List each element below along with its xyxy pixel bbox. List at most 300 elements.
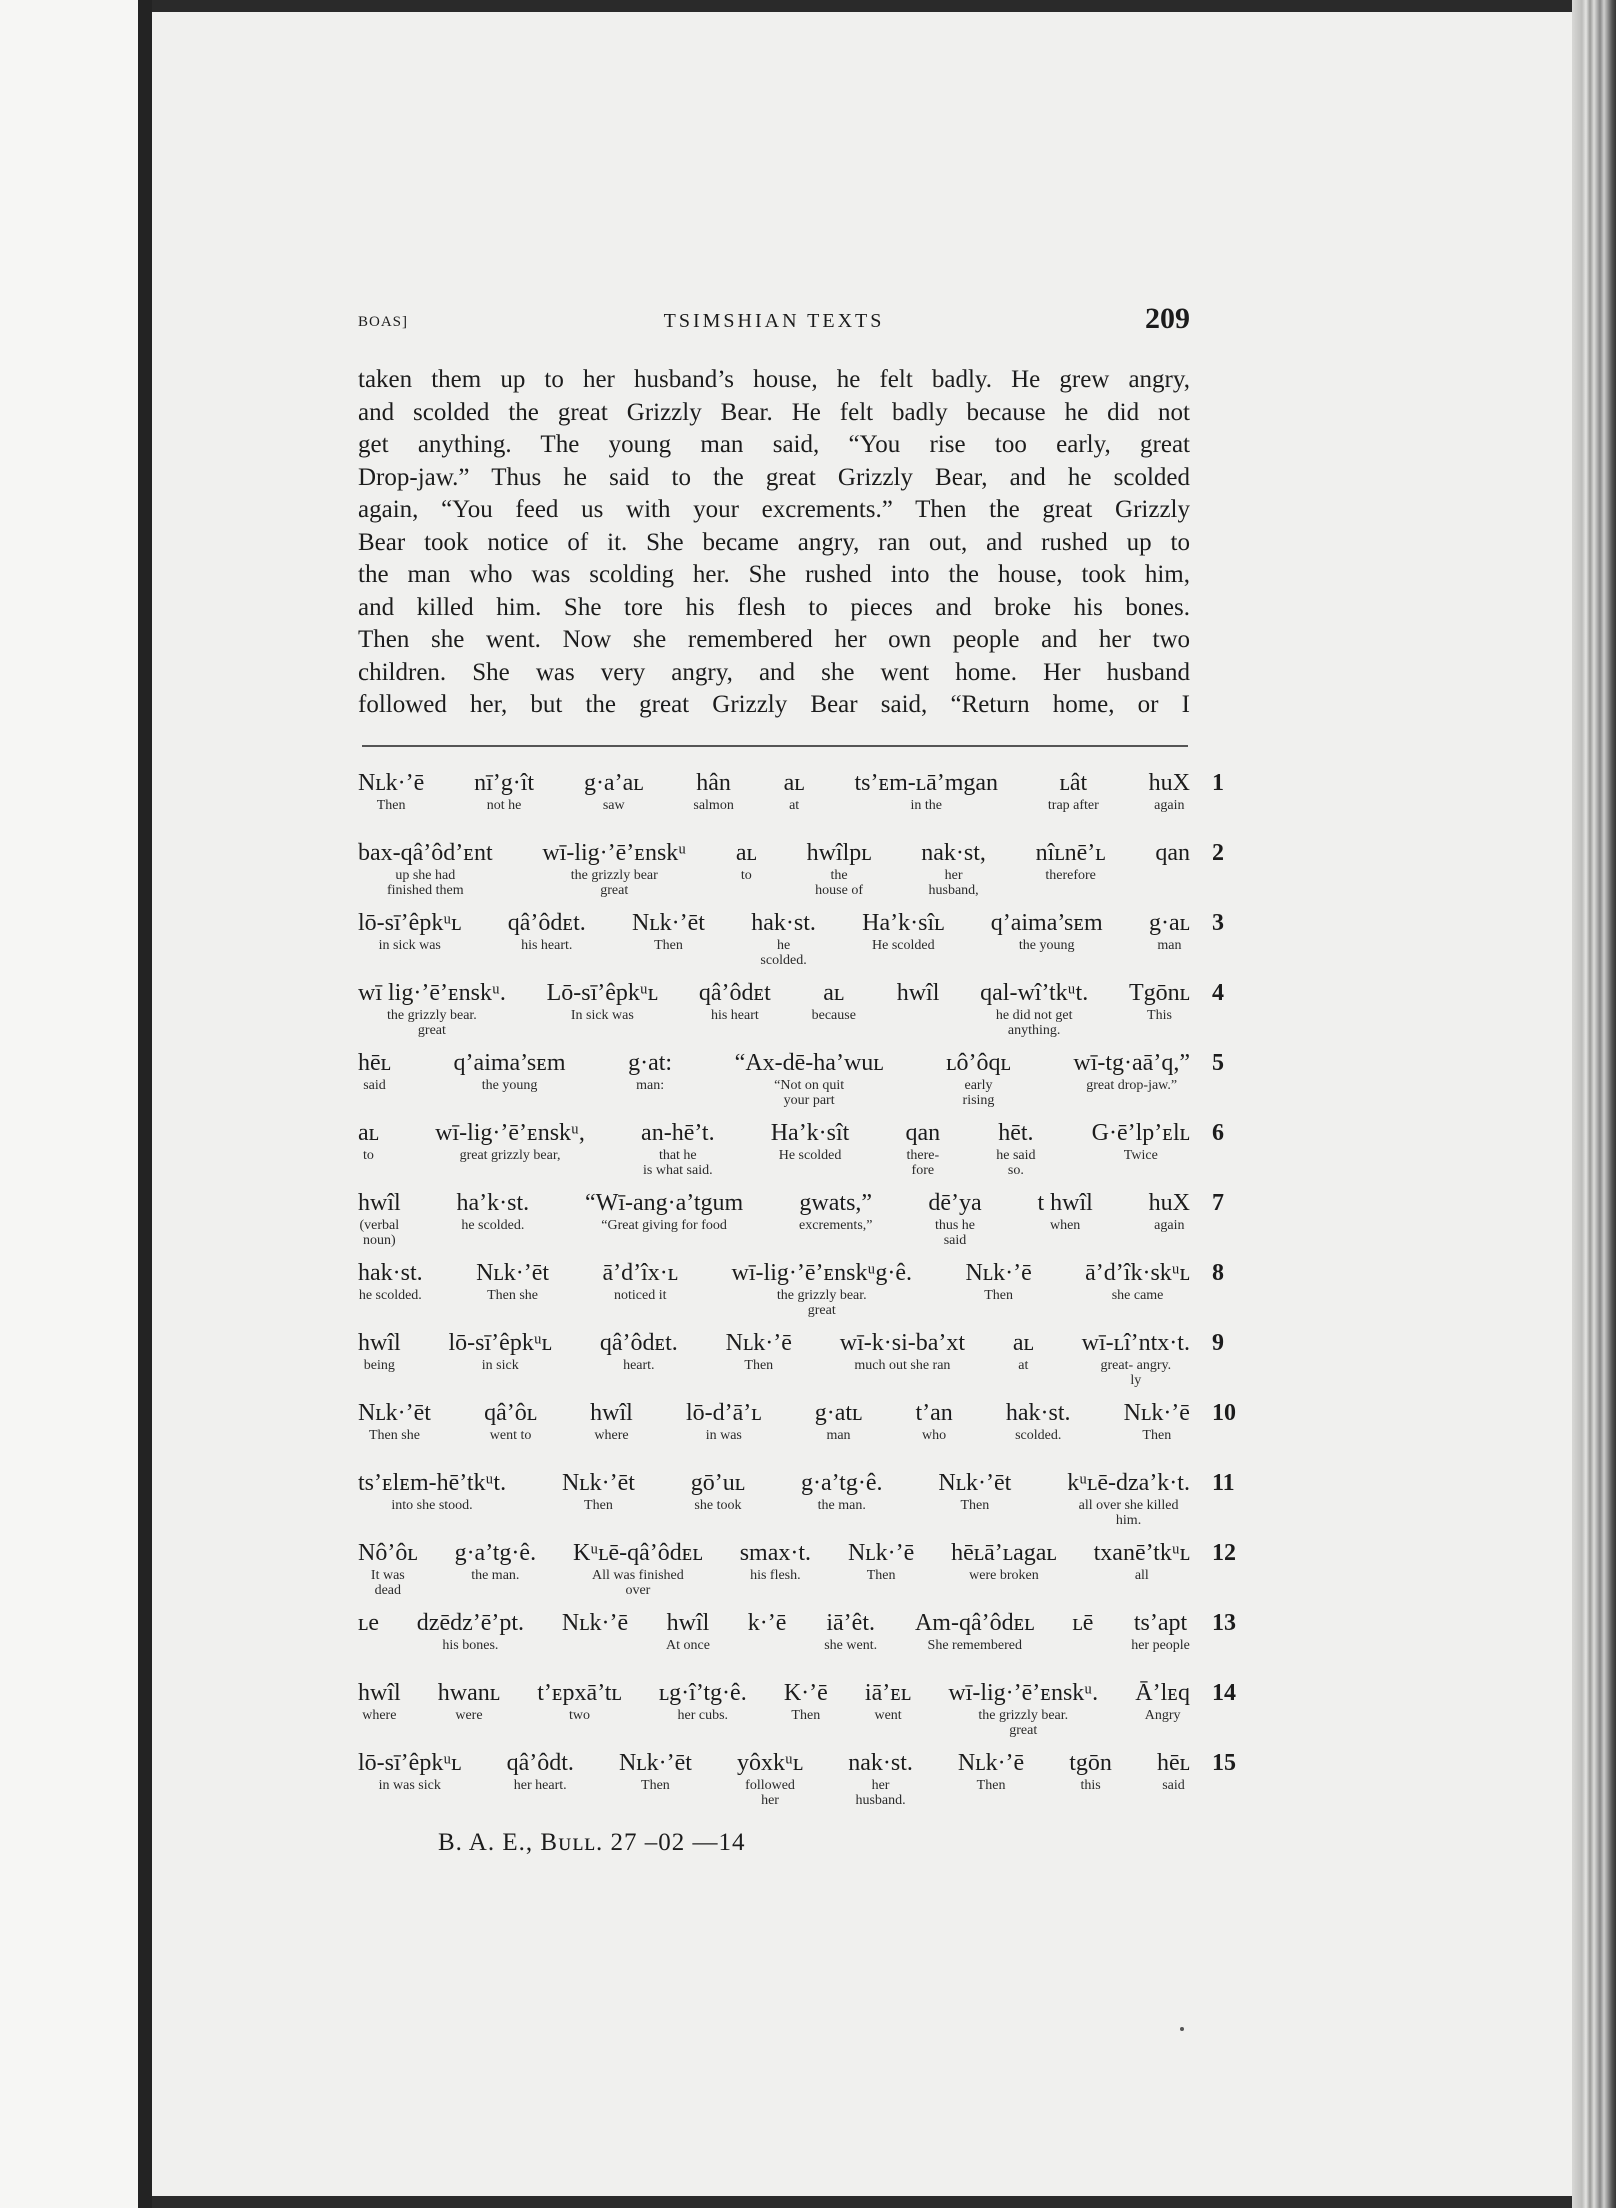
tsimshian-word: nak·st. <box>848 1750 913 1776</box>
word-pair <box>686 1398 762 1443</box>
tsimshian-word: iā’êt. <box>826 1610 875 1636</box>
word-pair <box>1067 1468 1190 1528</box>
word-pair <box>865 1678 911 1738</box>
tsimshian-word: aʟ <box>735 840 757 866</box>
tsimshian-word: Nʟk·’ē <box>561 1610 629 1636</box>
tsimshian-word: qâ’ôdᴇt <box>698 980 771 1006</box>
tsimshian-word: hwîl <box>358 1680 401 1706</box>
tsimshian-word: qâ’ôdᴇt. <box>599 1330 678 1356</box>
english-gloss: Then she <box>487 1288 539 1303</box>
word-pair <box>771 1118 850 1178</box>
english-gloss: went to <box>489 1428 532 1443</box>
tsimshian-word: iā’ᴇʟ <box>864 1680 912 1706</box>
english-gloss: therefore <box>1045 868 1096 883</box>
facing-page-margin <box>0 0 138 2208</box>
word-pair <box>358 838 493 898</box>
english-gloss: the grizzly bear great <box>570 868 658 898</box>
word-pair <box>619 1748 692 1808</box>
tsimshian-word: wī-ʟî’ntx·t. <box>1081 1330 1190 1356</box>
interlinear-line <box>358 1398 1236 1468</box>
word-pair <box>1085 1258 1190 1318</box>
english-gloss: again <box>1154 1218 1185 1233</box>
english-gloss: the house of <box>815 868 863 898</box>
english-gloss: the man. <box>471 1568 520 1583</box>
english-gloss: were <box>455 1708 483 1723</box>
tsimshian-word: t’ᴇpxā’tʟ <box>537 1680 622 1706</box>
word-pair <box>537 1678 622 1738</box>
word-pair <box>1037 1188 1092 1248</box>
tsimshian-word: Nʟk·’ēt <box>476 1260 550 1286</box>
word-pair <box>693 768 733 813</box>
word-pair <box>438 1678 500 1738</box>
english-gloss: in the <box>910 798 942 813</box>
word-pair <box>1082 1328 1190 1388</box>
word-pair <box>358 978 506 1038</box>
page-number: 209 <box>1145 302 1190 335</box>
word-pair <box>751 908 816 968</box>
scan-top-edge <box>152 0 1616 12</box>
tsimshian-word: txanē’tkᵘʟ <box>1093 1540 1190 1566</box>
english-gloss: at <box>789 798 800 813</box>
word-pair <box>358 1118 379 1178</box>
english-gloss: he scolded. <box>358 1288 422 1303</box>
english-gloss: Then <box>960 1498 990 1513</box>
tsimshian-word: g·at: <box>628 1050 673 1076</box>
english-gloss: early rising <box>962 1078 995 1108</box>
word-pair <box>1124 1398 1190 1443</box>
tsimshian-word: “Ax-dē-ha’wuʟ <box>734 1050 884 1076</box>
interlinear-line <box>358 978 1222 1048</box>
word-pair <box>476 1258 549 1318</box>
interlinear-line <box>358 1678 1236 1748</box>
tsimshian-word: hwîl <box>896 980 940 1006</box>
english-gloss: Then she <box>369 1428 420 1443</box>
english-gloss: up she had finished them <box>387 868 464 898</box>
tsimshian-word: wī-lig·’ē’ᴇnskᵘ. <box>948 1680 1099 1706</box>
english-gloss: Then <box>376 798 406 813</box>
interlinear-text <box>358 768 1236 1818</box>
english-gloss: her husband, <box>928 868 979 898</box>
tsimshian-word: g·aʟ <box>1148 910 1190 936</box>
word-pair <box>358 1468 506 1528</box>
line-number: 5 <box>1212 1050 1224 1076</box>
word-pair <box>358 1398 431 1443</box>
tsimshian-word: yôxkᵘʟ <box>736 1750 804 1776</box>
tsimshian-word: hân <box>696 770 731 796</box>
scan-bottom-edge <box>152 2196 1616 2208</box>
english-gloss: man <box>826 1428 851 1443</box>
tsimshian-word: Nʟk·’ē <box>847 1540 915 1566</box>
tsimshian-word: lō-sī’êpkᵘʟ <box>358 1750 462 1776</box>
english-gloss: all <box>1134 1568 1149 1583</box>
english-gloss: noticed it <box>614 1288 667 1303</box>
english-gloss: said <box>1162 1778 1185 1793</box>
tsimshian-word: lō-sī’êpkᵘʟ <box>358 910 462 936</box>
word-pair <box>358 1188 401 1248</box>
book-spine <box>138 0 152 2208</box>
tsimshian-word: wī-lig·’ē’ᴇnskᵘ <box>542 840 687 866</box>
tsimshian-word: q’aima’sᴇm <box>990 910 1103 936</box>
word-pair <box>1069 1748 1112 1808</box>
english-gloss: were broken <box>969 1568 1039 1583</box>
word-pair <box>1092 1118 1190 1178</box>
word-pair <box>666 1608 710 1653</box>
word-pair <box>484 1398 537 1443</box>
english-gloss: in sick <box>481 1358 519 1373</box>
word-pair <box>740 1538 811 1598</box>
tsimshian-word: dē’ya <box>928 1190 982 1216</box>
english-gloss: his bones. <box>442 1638 499 1653</box>
page-edges <box>1572 0 1616 2208</box>
translation-line: get anything. The young man said, “You rise too early, great <box>358 431 1190 458</box>
word-pair <box>1149 908 1190 968</box>
tsimshian-word: hwanʟ <box>437 1680 501 1706</box>
tsimshian-word: Nʟk·’ēt <box>632 910 705 936</box>
tsimshian-word: hwîl <box>358 1330 401 1356</box>
english-gloss: his heart. <box>521 938 573 953</box>
tsimshian-word: “Wī-ang·a’tgum <box>585 1190 744 1216</box>
word-pair <box>848 1748 913 1808</box>
english-gloss: in was <box>705 1428 742 1443</box>
word-pair <box>474 768 534 813</box>
tsimshian-word: Tgōnʟ <box>1128 980 1190 1006</box>
word-pair <box>1036 838 1106 898</box>
word-pair <box>628 1048 672 1108</box>
word-pair <box>915 1608 1035 1653</box>
interlinear-line <box>358 1258 1222 1328</box>
word-pair <box>1048 768 1099 813</box>
word-pair <box>980 978 1088 1038</box>
tsimshian-word: k·’ē <box>747 1610 787 1636</box>
word-pair <box>840 1328 965 1388</box>
english-gloss: Twice <box>1123 1148 1158 1163</box>
tsimshian-word: ʟe <box>358 1610 379 1636</box>
tsimshian-word: t’an <box>915 1400 953 1426</box>
word-pair <box>736 838 757 898</box>
tsimshian-word: qan <box>1155 840 1190 866</box>
english-gloss: went <box>874 1708 902 1723</box>
tsimshian-word: g·a’aʟ <box>583 770 644 796</box>
speck <box>1180 2027 1184 2031</box>
tsimshian-word: Ā’lᴇq <box>1135 1680 1190 1706</box>
english-gloss: All was finished over <box>592 1568 684 1598</box>
english-gloss: the young <box>481 1078 538 1093</box>
tsimshian-word: nak·st, <box>921 840 986 866</box>
english-gloss: to <box>363 1148 374 1163</box>
word-pair <box>897 978 940 1038</box>
section-title: TSIMSHIAN TEXTS <box>663 310 885 332</box>
english-gloss: “Great giving for food <box>601 1218 727 1233</box>
line-number: 1 <box>1212 770 1224 796</box>
tsimshian-word: wī-lig·’ē’ᴇnskᵘg·ê. <box>731 1260 912 1286</box>
english-gloss: trap after <box>1047 798 1099 813</box>
tsimshian-word: ʟât <box>1059 770 1088 796</box>
english-gloss: heart. <box>623 1358 655 1373</box>
word-pair <box>848 1538 914 1598</box>
english-gloss: great- angry. ly <box>1100 1358 1172 1388</box>
word-pair <box>946 1048 1011 1108</box>
line-number: 15 <box>1212 1750 1236 1776</box>
tsimshian-word: wī lig·’ē’ᴇnskᵘ. <box>358 980 506 1006</box>
line-number: 13 <box>1212 1610 1236 1636</box>
english-gloss: in was sick <box>378 1778 441 1793</box>
english-gloss: excrements,” <box>799 1218 873 1233</box>
word-pair <box>726 1328 792 1388</box>
interlinear-line <box>358 1538 1236 1608</box>
tsimshian-word: qâ’ôʟ <box>484 1400 538 1426</box>
english-gloss: because <box>811 1008 856 1023</box>
word-pair <box>928 1188 981 1248</box>
tsimshian-word: Ha’k·sîʟ <box>862 910 945 936</box>
english-gloss: Then <box>791 1708 821 1723</box>
english-gloss: this <box>1080 1778 1101 1793</box>
interlinear-line <box>358 1608 1236 1678</box>
english-gloss: In sick was <box>570 1008 634 1023</box>
tsimshian-word: ʟô’ôqʟ <box>946 1050 1011 1076</box>
word-pair <box>991 908 1103 968</box>
word-pair <box>958 1748 1024 1808</box>
tsimshian-word: ā’d’îx·ʟ <box>602 1260 679 1286</box>
english-gloss: her people <box>1131 1638 1190 1653</box>
word-pair <box>799 1188 872 1248</box>
word-pair <box>590 1398 633 1443</box>
tsimshian-word: Nʟk·’ēt <box>561 1470 635 1496</box>
word-pair <box>784 768 805 813</box>
word-pair <box>358 1678 401 1738</box>
word-pair <box>905 1118 940 1178</box>
english-gloss: (verbal noun) <box>359 1218 400 1248</box>
tsimshian-word: qal-wî’tkᵘt. <box>980 980 1089 1006</box>
english-gloss: She remembered <box>927 1638 1022 1653</box>
word-pair <box>641 1118 715 1178</box>
word-pair <box>965 1258 1031 1318</box>
english-gloss: he scolded. <box>760 938 807 968</box>
translation-line: Bear took notice of it. She became angry, ran out, and rushed up to <box>358 528 1190 556</box>
word-pair <box>1135 1678 1190 1738</box>
english-gloss: the grizzly bear. great <box>978 1708 1069 1738</box>
word-pair <box>824 1608 877 1653</box>
english-gloss: Then <box>984 1288 1013 1303</box>
author-tag: BOAS] <box>358 314 409 330</box>
line-number: 4 <box>1212 980 1224 1006</box>
tsimshian-word: tgōn <box>1069 1750 1112 1776</box>
tsimshian-word: nîʟnē’ʟ <box>1035 840 1106 866</box>
tsimshian-word: huX <box>1148 770 1190 796</box>
word-pair <box>455 1538 537 1598</box>
word-pair <box>632 908 705 968</box>
word-pair <box>358 908 462 968</box>
tsimshian-word: hwîl <box>590 1400 633 1426</box>
tsimshian-word: kᵘʟē-dza’k·t. <box>1067 1470 1190 1496</box>
english-gloss: all over she killed him. <box>1078 1498 1179 1528</box>
word-pair <box>417 1608 524 1653</box>
line-number: 8 <box>1212 1260 1224 1286</box>
tsimshian-word: lō-sī’êpkᵘʟ <box>448 1330 552 1356</box>
english-gloss: that he is what said. <box>643 1148 713 1178</box>
tsimshian-word: ʟg·î’tg·ê. <box>658 1680 747 1706</box>
tsimshian-word: Nʟk·’ēt <box>358 1400 431 1426</box>
tsimshian-word: ā’d’îk·skᵘʟ <box>1085 1260 1190 1286</box>
word-pair <box>435 1118 585 1178</box>
english-gloss: saw <box>602 798 625 813</box>
translation-line: again, “You feed us with your excrements.” Then the great Grizzly <box>358 496 1190 523</box>
word-pair <box>748 1608 787 1653</box>
word-pair <box>454 1048 566 1108</box>
tsimshian-word: ha’k·st. <box>456 1190 530 1216</box>
word-pair <box>699 978 771 1038</box>
english-gloss: This <box>1147 1008 1172 1023</box>
tsimshian-word: nī’g·ît <box>474 770 535 796</box>
tsimshian-word: g·atʟ <box>814 1400 863 1426</box>
english-gloss: to <box>740 868 752 883</box>
line-number: 2 <box>1212 840 1224 866</box>
word-pair <box>1129 978 1190 1038</box>
english-gloss: Then <box>866 1568 896 1583</box>
tsimshian-word: Nʟk·’ēt <box>938 1470 1012 1496</box>
word-pair <box>921 838 986 898</box>
word-pair <box>602 1258 678 1318</box>
english-gloss: It was dead <box>370 1568 405 1598</box>
tsimshian-word: wī-tg·aā’q,” <box>1073 1050 1190 1076</box>
tsimshian-word: Nʟk·’ē <box>725 1330 792 1356</box>
interlinear-line <box>358 838 1222 908</box>
tsimshian-word: Nʟk·’ēt <box>618 1750 692 1776</box>
word-pair <box>1013 1328 1034 1388</box>
word-pair <box>600 1328 678 1388</box>
english-gloss: said <box>363 1078 386 1093</box>
word-pair <box>915 1398 952 1443</box>
tsimshian-word: gwats,” <box>799 1190 873 1216</box>
interlinear-line <box>358 1328 1222 1398</box>
word-pair <box>659 1678 747 1738</box>
word-pair <box>358 1258 423 1318</box>
word-pair <box>585 1188 743 1248</box>
tsimshian-word: ts’ᴇlᴇm-hē’tkᵘt. <box>358 1470 507 1496</box>
english-gloss: Then <box>1142 1428 1172 1443</box>
word-pair <box>457 1188 530 1248</box>
english-gloss: Then <box>654 938 683 953</box>
tsimshian-word: qan <box>905 1120 941 1146</box>
english-gloss: man: <box>636 1078 665 1093</box>
word-pair <box>862 908 944 968</box>
english-gloss: scolded. <box>1015 1428 1062 1443</box>
tsimshian-word: Lō-sī’êpkᵘʟ <box>546 980 659 1006</box>
word-pair <box>358 1608 379 1653</box>
english-gloss: in sick was <box>378 938 441 953</box>
tsimshian-word: smax·t. <box>739 1540 812 1566</box>
word-pair <box>737 1748 803 1808</box>
line-number: 6 <box>1212 1120 1224 1146</box>
word-pair <box>854 768 998 813</box>
english-gloss: the man. <box>817 1498 866 1513</box>
english-gloss: into she stood. <box>391 1498 473 1513</box>
tsimshian-word: hēʟ <box>1157 1750 1190 1776</box>
interlinear-line <box>358 908 1222 978</box>
english-gloss: his heart <box>710 1008 759 1023</box>
tsimshian-word: wī-lig·’ē’ᴇnskᵘ, <box>435 1120 585 1146</box>
word-pair <box>1072 1608 1093 1653</box>
tsimshian-word: ts’apt <box>1133 1610 1188 1636</box>
translation-line: followed her, but the great Grizzly Bear said, “Return home, or I <box>358 691 1190 718</box>
word-pair <box>732 1258 912 1318</box>
tsimshian-word: K·’ē <box>783 1680 828 1706</box>
word-pair <box>449 1328 553 1388</box>
english-gloss: when <box>1049 1218 1081 1233</box>
english-gloss: the young <box>1018 938 1075 953</box>
word-pair <box>1149 1188 1190 1248</box>
tsimshian-word: Nô’ôʟ <box>358 1540 418 1566</box>
tsimshian-word: Nʟk·’ē <box>965 1260 1032 1286</box>
english-gloss: again <box>1154 798 1185 813</box>
english-gloss: her cubs. <box>677 1708 729 1723</box>
line-number: 3 <box>1212 910 1224 936</box>
tsimshian-word: Nʟk·’ē <box>358 770 425 796</box>
english-gloss: Then <box>641 1778 670 1793</box>
word-pair <box>938 1468 1011 1528</box>
tsimshian-word: an-hē’t. <box>641 1120 715 1146</box>
english-gloss: her heart. <box>513 1778 567 1793</box>
word-pair <box>358 1538 418 1598</box>
word-pair <box>691 1468 745 1528</box>
word-pair <box>584 768 644 813</box>
tsimshian-word: hak·st. <box>1005 1400 1071 1426</box>
tsimshian-word: G·ē’lp’ᴇlʟ <box>1091 1120 1190 1146</box>
word-pair <box>1073 1048 1190 1108</box>
word-pair <box>996 1118 1035 1178</box>
line-number: 9 <box>1212 1330 1224 1356</box>
translation-line: children. She was very angry, and she went home. Her husband <box>358 658 1190 686</box>
word-pair <box>542 838 686 898</box>
english-gloss: she took <box>694 1498 742 1513</box>
english-gloss: the grizzly bear. great <box>387 1008 477 1038</box>
tsimshian-word: Kᵘʟē-qâ’ôdᴇʟ <box>573 1540 703 1566</box>
english-gloss: not he <box>486 798 522 813</box>
english-gloss: two <box>568 1708 590 1723</box>
word-pair <box>358 1048 391 1108</box>
english-gloss: there- fore <box>906 1148 940 1178</box>
tsimshian-word: gō’uʟ <box>690 1470 746 1496</box>
footer-signature: B. A. E., Bᴜʟʟ. 27 –02 —14 <box>438 1829 746 1856</box>
word-pair <box>507 1748 574 1808</box>
english-gloss: who <box>922 1428 947 1443</box>
interlinear-line <box>358 768 1222 838</box>
english-gloss: she came <box>1111 1288 1164 1303</box>
tsimshian-word: hak·st. <box>358 1260 423 1286</box>
word-pair <box>815 1398 863 1443</box>
english-gloss: he did not get anything. <box>995 1008 1073 1038</box>
english-gloss: where <box>594 1428 629 1443</box>
english-gloss: Then <box>976 1778 1006 1793</box>
english-gloss: man <box>1157 938 1182 953</box>
english-gloss: At once <box>666 1638 710 1653</box>
word-pair <box>1149 768 1190 813</box>
word-pair <box>562 1468 635 1528</box>
line-number: 12 <box>1212 1540 1236 1566</box>
tsimshian-word: hēt. <box>998 1120 1034 1146</box>
tsimshian-word: lō-d’ā’ʟ <box>685 1400 762 1426</box>
translation-line: Drop-jaw.” Thus he said to the great Grizzly Bear, and he scolded <box>358 463 1190 491</box>
word-pair <box>562 1608 628 1653</box>
word-pair <box>1006 1398 1071 1443</box>
interlinear-line <box>358 1188 1222 1258</box>
tsimshian-word: hēʟ <box>358 1050 391 1076</box>
line-number: 14 <box>1212 1680 1236 1706</box>
running-head <box>358 302 1190 350</box>
english-gloss: Then <box>744 1358 774 1373</box>
word-pair <box>508 908 586 968</box>
word-pair <box>1157 1748 1190 1808</box>
word-pair <box>807 838 872 898</box>
